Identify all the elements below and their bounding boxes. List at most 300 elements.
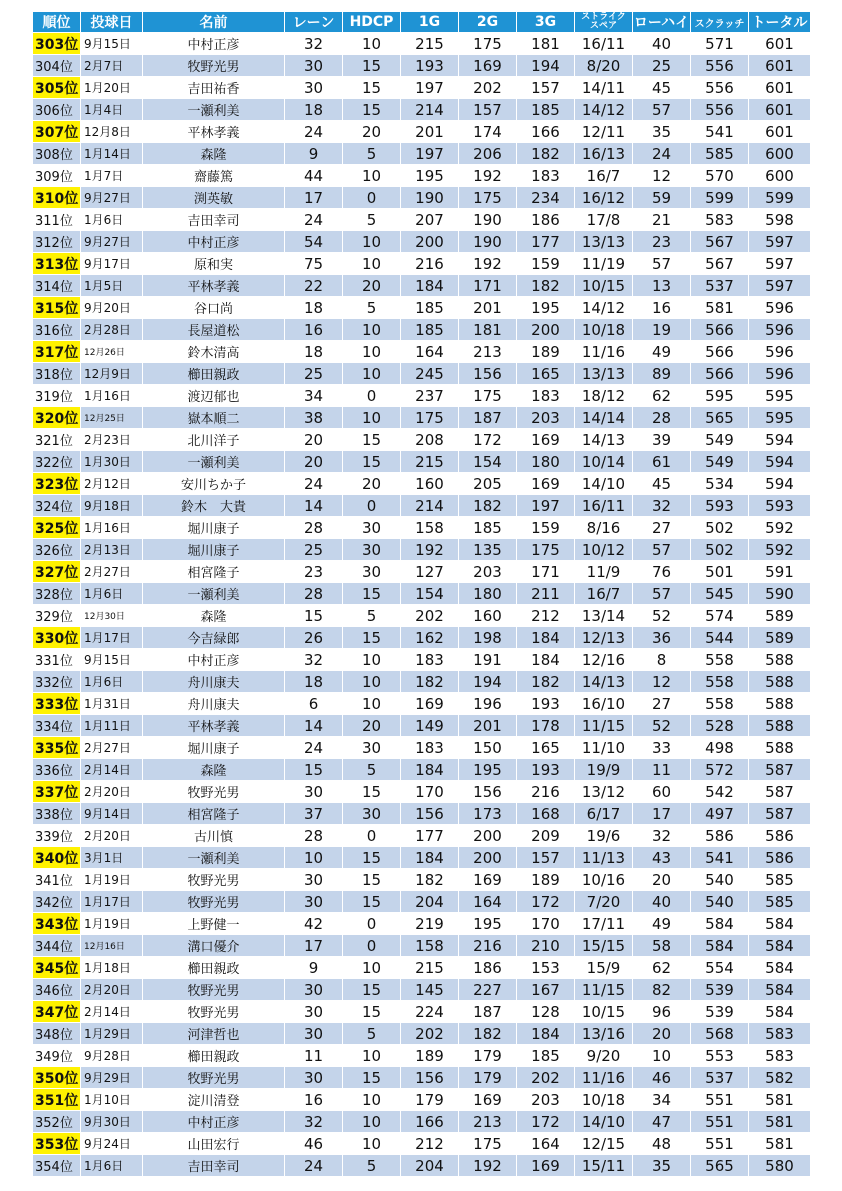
game2-cell: 186: [459, 957, 517, 979]
game2-cell: 180: [459, 583, 517, 605]
hdcp-cell: 10: [343, 253, 401, 275]
total-cell: 600: [749, 165, 811, 187]
date-cell: 9月24日: [81, 1133, 143, 1155]
name-cell: 森隆: [143, 759, 285, 781]
game3-cell: 212: [517, 605, 575, 627]
game3-cell: 185: [517, 1045, 575, 1067]
game1-cell: 189: [401, 1045, 459, 1067]
game2-cell: 200: [459, 825, 517, 847]
strike-spare-cell: 11/16: [575, 1067, 633, 1089]
name-cell: 古川慎: [143, 825, 285, 847]
game2-cell: 169: [459, 869, 517, 891]
lane-cell: 24: [285, 121, 343, 143]
game1-cell: 214: [401, 495, 459, 517]
total-cell: 601: [749, 99, 811, 121]
lowhigh-cell: 12: [633, 165, 691, 187]
game3-cell: 200: [517, 319, 575, 341]
total-cell: 597: [749, 253, 811, 275]
strike-spare-cell: 11/19: [575, 253, 633, 275]
game2-cell: 191: [459, 649, 517, 671]
lowhigh-cell: 76: [633, 561, 691, 583]
scratch-cell: 556: [691, 55, 749, 77]
game2-cell: 160: [459, 605, 517, 627]
hdcp-cell: 5: [343, 209, 401, 231]
header-game2: 2G: [459, 12, 517, 33]
scratch-cell: 566: [691, 341, 749, 363]
table-row: [33, 495, 811, 517]
table-row: [33, 1133, 811, 1155]
name-cell: 吉田幸司: [143, 1155, 285, 1177]
name-cell: 相宮隆子: [143, 561, 285, 583]
rank-cell: 318位: [33, 363, 81, 385]
total-cell: 581: [749, 1133, 811, 1155]
lowhigh-cell: 46: [633, 1067, 691, 1089]
game3-cell: 164: [517, 1133, 575, 1155]
total-cell: 599: [749, 187, 811, 209]
table-row: [33, 55, 811, 77]
game3-cell: 172: [517, 891, 575, 913]
date-cell: 1月4日: [81, 99, 143, 121]
game2-cell: 196: [459, 693, 517, 715]
date-cell: 12月9日: [81, 363, 143, 385]
date-cell: 1月6日: [81, 209, 143, 231]
name-cell: 吉田祐香: [143, 77, 285, 99]
game2-cell: 175: [459, 33, 517, 55]
scratch-cell: 558: [691, 693, 749, 715]
game2-cell: 202: [459, 77, 517, 99]
rank-cell: 347位: [33, 1001, 81, 1023]
rank-cell: 325位: [33, 517, 81, 539]
game3-cell: 209: [517, 825, 575, 847]
total-cell: 585: [749, 891, 811, 913]
hdcp-cell: 5: [343, 759, 401, 781]
rank-cell: 330位: [33, 627, 81, 649]
hdcp-cell: 10: [343, 341, 401, 363]
lowhigh-cell: 82: [633, 979, 691, 1001]
scratch-cell: 593: [691, 495, 749, 517]
hdcp-cell: 0: [343, 187, 401, 209]
total-cell: 588: [749, 671, 811, 693]
rank-cell: 309位: [33, 165, 81, 187]
hdcp-cell: 0: [343, 935, 401, 957]
header-lane: レーン: [285, 12, 343, 33]
total-cell: 600: [749, 143, 811, 165]
lowhigh-cell: 8: [633, 649, 691, 671]
name-cell: 櫛田親政: [143, 363, 285, 385]
total-cell: 596: [749, 341, 811, 363]
lane-cell: 30: [285, 1023, 343, 1045]
table-row: [33, 671, 811, 693]
total-cell: 588: [749, 737, 811, 759]
strike-spare-cell: 11/16: [575, 341, 633, 363]
scratch-cell: 540: [691, 869, 749, 891]
lane-cell: 37: [285, 803, 343, 825]
table-row: [33, 99, 811, 121]
table-row: [33, 737, 811, 759]
game3-cell: 169: [517, 473, 575, 495]
name-cell: 堀川康子: [143, 517, 285, 539]
table-row: [33, 143, 811, 165]
strike-spare-cell: 17/8: [575, 209, 633, 231]
game3-cell: 175: [517, 539, 575, 561]
total-cell: 594: [749, 429, 811, 451]
hdcp-cell: 20: [343, 473, 401, 495]
strike-spare-cell: 12/13: [575, 627, 633, 649]
table-row: [33, 1111, 811, 1133]
table-row: [33, 649, 811, 671]
game3-cell: 202: [517, 1067, 575, 1089]
strike-spare-cell: 7/20: [575, 891, 633, 913]
hdcp-cell: 10: [343, 671, 401, 693]
hdcp-cell: 10: [343, 1111, 401, 1133]
table-row: [33, 473, 811, 495]
game1-cell: 154: [401, 583, 459, 605]
strike-spare-cell: 16/11: [575, 33, 633, 55]
date-cell: 1月11日: [81, 715, 143, 737]
hdcp-cell: 5: [343, 605, 401, 627]
date-cell: 1月6日: [81, 583, 143, 605]
rank-cell: 344位: [33, 935, 81, 957]
game1-cell: 158: [401, 935, 459, 957]
date-cell: 1月19日: [81, 913, 143, 935]
hdcp-cell: 10: [343, 33, 401, 55]
lowhigh-cell: 21: [633, 209, 691, 231]
name-cell: 嶽本順二: [143, 407, 285, 429]
rank-cell: 338位: [33, 803, 81, 825]
name-cell: 安川ちか子: [143, 473, 285, 495]
scratch-cell: 586: [691, 825, 749, 847]
table-row: [33, 319, 811, 341]
rank-cell: 304位: [33, 55, 81, 77]
table-row: [33, 957, 811, 979]
table-row: [33, 1067, 811, 1089]
rank-cell: 351位: [33, 1089, 81, 1111]
game2-cell: 156: [459, 363, 517, 385]
rank-cell: 335位: [33, 737, 81, 759]
lowhigh-cell: 20: [633, 869, 691, 891]
strike-spare-cell: 10/15: [575, 1001, 633, 1023]
strike-spare-cell: 13/12: [575, 781, 633, 803]
table-row: [33, 803, 811, 825]
game3-cell: 183: [517, 385, 575, 407]
game2-cell: 187: [459, 1001, 517, 1023]
lane-cell: 24: [285, 1155, 343, 1177]
game3-cell: 189: [517, 341, 575, 363]
lowhigh-cell: 23: [633, 231, 691, 253]
game1-cell: 185: [401, 297, 459, 319]
total-cell: 596: [749, 319, 811, 341]
rank-cell: 339位: [33, 825, 81, 847]
game3-cell: 153: [517, 957, 575, 979]
scratch-cell: 565: [691, 1155, 749, 1177]
game1-cell: 216: [401, 253, 459, 275]
game1-cell: 177: [401, 825, 459, 847]
game2-cell: 192: [459, 165, 517, 187]
scratch-cell: 585: [691, 143, 749, 165]
strike-spare-cell: 11/15: [575, 979, 633, 1001]
scratch-cell: 581: [691, 297, 749, 319]
rank-cell: 313位: [33, 253, 81, 275]
lowhigh-cell: 32: [633, 495, 691, 517]
game2-cell: 156: [459, 781, 517, 803]
strike-spare-cell: 8/16: [575, 517, 633, 539]
lowhigh-cell: 43: [633, 847, 691, 869]
table-row: [33, 165, 811, 187]
game1-cell: 160: [401, 473, 459, 495]
lowhigh-cell: 59: [633, 187, 691, 209]
lane-cell: 22: [285, 275, 343, 297]
date-cell: 1月20日: [81, 77, 143, 99]
rank-cell: 334位: [33, 715, 81, 737]
game1-cell: 202: [401, 605, 459, 627]
game3-cell: 216: [517, 781, 575, 803]
table-row: [33, 693, 811, 715]
table-row: [33, 759, 811, 781]
lane-cell: 54: [285, 231, 343, 253]
game3-cell: 159: [517, 253, 575, 275]
lane-cell: 18: [285, 297, 343, 319]
scratch-cell: 599: [691, 187, 749, 209]
date-cell: 12月8日: [81, 121, 143, 143]
header-name: 名前: [143, 12, 285, 33]
lowhigh-cell: 57: [633, 583, 691, 605]
game2-cell: 203: [459, 561, 517, 583]
header-spare: スペア: [589, 21, 617, 31]
hdcp-cell: 5: [343, 297, 401, 319]
hdcp-cell: 15: [343, 869, 401, 891]
game2-cell: 150: [459, 737, 517, 759]
game3-cell: 177: [517, 231, 575, 253]
game2-cell: 175: [459, 385, 517, 407]
strike-spare-cell: 11/10: [575, 737, 633, 759]
hdcp-cell: 10: [343, 319, 401, 341]
game1-cell: 166: [401, 1111, 459, 1133]
game3-cell: 189: [517, 869, 575, 891]
scratch-cell: 501: [691, 561, 749, 583]
name-cell: 原和実: [143, 253, 285, 275]
game2-cell: 164: [459, 891, 517, 913]
rank-cell: 306位: [33, 99, 81, 121]
strike-spare-cell: 14/10: [575, 473, 633, 495]
lane-cell: 20: [285, 429, 343, 451]
lowhigh-cell: 10: [633, 1045, 691, 1067]
name-cell: 長屋道松: [143, 319, 285, 341]
game3-cell: 180: [517, 451, 575, 473]
date-cell: 12月26日: [81, 341, 143, 363]
game2-cell: 154: [459, 451, 517, 473]
lane-cell: 32: [285, 649, 343, 671]
table-row: [33, 891, 811, 913]
table-row: [33, 715, 811, 737]
name-cell: 森隆: [143, 143, 285, 165]
hdcp-cell: 5: [343, 1155, 401, 1177]
strike-spare-cell: 15/9: [575, 957, 633, 979]
hdcp-cell: 30: [343, 539, 401, 561]
date-cell: 9月30日: [81, 1111, 143, 1133]
game1-cell: 215: [401, 451, 459, 473]
lane-cell: 34: [285, 385, 343, 407]
scratch-cell: 542: [691, 781, 749, 803]
table-row: [33, 33, 811, 55]
lowhigh-cell: 36: [633, 627, 691, 649]
hdcp-cell: 10: [343, 231, 401, 253]
rank-cell: 320位: [33, 407, 81, 429]
name-cell: 一瀬利美: [143, 451, 285, 473]
table-row: [33, 583, 811, 605]
hdcp-cell: 15: [343, 77, 401, 99]
game2-cell: 205: [459, 473, 517, 495]
date-cell: 9月15日: [81, 33, 143, 55]
rank-cell: 354位: [33, 1155, 81, 1177]
total-cell: 581: [749, 1111, 811, 1133]
name-cell: 堀川康子: [143, 539, 285, 561]
lane-cell: 28: [285, 825, 343, 847]
game2-cell: 190: [459, 231, 517, 253]
header-scratch: スクラッチ: [691, 12, 749, 33]
strike-spare-cell: 14/14: [575, 407, 633, 429]
lane-cell: 32: [285, 1111, 343, 1133]
hdcp-cell: 15: [343, 627, 401, 649]
game3-cell: 203: [517, 1089, 575, 1111]
game3-cell: 169: [517, 1155, 575, 1177]
total-cell: 593: [749, 495, 811, 517]
game3-cell: 182: [517, 671, 575, 693]
game1-cell: 202: [401, 1023, 459, 1045]
game2-cell: 171: [459, 275, 517, 297]
scratch-cell: 549: [691, 429, 749, 451]
game2-cell: 174: [459, 121, 517, 143]
table-row: [33, 407, 811, 429]
total-cell: 587: [749, 759, 811, 781]
rank-cell: 333位: [33, 693, 81, 715]
game2-cell: 169: [459, 55, 517, 77]
date-cell: 2月7日: [81, 55, 143, 77]
game1-cell: 183: [401, 737, 459, 759]
scratch-cell: 502: [691, 517, 749, 539]
game1-cell: 164: [401, 341, 459, 363]
scratch-cell: 551: [691, 1089, 749, 1111]
hdcp-cell: 15: [343, 55, 401, 77]
strike-spare-cell: 19/9: [575, 759, 633, 781]
scratch-cell: 540: [691, 891, 749, 913]
game2-cell: 194: [459, 671, 517, 693]
hdcp-cell: 30: [343, 561, 401, 583]
game1-cell: 192: [401, 539, 459, 561]
strike-spare-cell: 16/10: [575, 693, 633, 715]
game3-cell: 159: [517, 517, 575, 539]
strike-spare-cell: 12/16: [575, 649, 633, 671]
lane-cell: 30: [285, 1067, 343, 1089]
game3-cell: 184: [517, 1023, 575, 1045]
date-cell: 2月28日: [81, 319, 143, 341]
game2-cell: 200: [459, 847, 517, 869]
table-row: [33, 627, 811, 649]
scratch-cell: 558: [691, 649, 749, 671]
lane-cell: 32: [285, 33, 343, 55]
strike-spare-cell: 10/12: [575, 539, 633, 561]
lane-cell: 9: [285, 143, 343, 165]
date-cell: 1月5日: [81, 275, 143, 297]
game3-cell: 168: [517, 803, 575, 825]
hdcp-cell: 15: [343, 429, 401, 451]
scratch-cell: 584: [691, 913, 749, 935]
lane-cell: 42: [285, 913, 343, 935]
lane-cell: 23: [285, 561, 343, 583]
lane-cell: 30: [285, 979, 343, 1001]
lane-cell: 9: [285, 957, 343, 979]
scratch-cell: 584: [691, 935, 749, 957]
rank-cell: 319位: [33, 385, 81, 407]
total-cell: 584: [749, 913, 811, 935]
rank-cell: 315位: [33, 297, 81, 319]
date-cell: 9月27日: [81, 231, 143, 253]
lane-cell: 75: [285, 253, 343, 275]
date-cell: 3月1日: [81, 847, 143, 869]
game2-cell: 216: [459, 935, 517, 957]
date-cell: 1月17日: [81, 891, 143, 913]
lowhigh-cell: 16: [633, 297, 691, 319]
header-strike: ストライク: [581, 12, 626, 22]
strike-spare-cell: 11/15: [575, 715, 633, 737]
game1-cell: 201: [401, 121, 459, 143]
scratch-cell: 551: [691, 1111, 749, 1133]
scratch-cell: 534: [691, 473, 749, 495]
game2-cell: 187: [459, 407, 517, 429]
date-cell: 2月14日: [81, 759, 143, 781]
game2-cell: 175: [459, 1133, 517, 1155]
table-row: [33, 1001, 811, 1023]
game3-cell: 182: [517, 143, 575, 165]
lowhigh-cell: 32: [633, 825, 691, 847]
game2-cell: 179: [459, 1067, 517, 1089]
name-cell: 平林孝義: [143, 121, 285, 143]
hdcp-cell: 10: [343, 1133, 401, 1155]
table-row: [33, 275, 811, 297]
total-cell: 597: [749, 275, 811, 297]
date-cell: 1月16日: [81, 517, 143, 539]
lowhigh-cell: 13: [633, 275, 691, 297]
date-cell: 1月7日: [81, 165, 143, 187]
lowhigh-cell: 33: [633, 737, 691, 759]
table-row: [33, 781, 811, 803]
date-cell: 1月19日: [81, 869, 143, 891]
rank-cell: 349位: [33, 1045, 81, 1067]
name-cell: 鈴木 大貴: [143, 495, 285, 517]
lowhigh-cell: 34: [633, 1089, 691, 1111]
game2-cell: 185: [459, 517, 517, 539]
name-cell: 牧野光男: [143, 55, 285, 77]
rank-cell: 317位: [33, 341, 81, 363]
hdcp-cell: 15: [343, 891, 401, 913]
date-cell: 2月23日: [81, 429, 143, 451]
game3-cell: 169: [517, 429, 575, 451]
game1-cell: 149: [401, 715, 459, 737]
strike-spare-cell: 14/12: [575, 99, 633, 121]
total-cell: 594: [749, 451, 811, 473]
rank-cell: 303位: [33, 33, 81, 55]
table-row: [33, 825, 811, 847]
game3-cell: 170: [517, 913, 575, 935]
hdcp-cell: 15: [343, 1001, 401, 1023]
table-row: [33, 363, 811, 385]
rank-cell: 352位: [33, 1111, 81, 1133]
date-cell: 12月30日: [81, 605, 143, 627]
lane-cell: 25: [285, 539, 343, 561]
hdcp-cell: 15: [343, 847, 401, 869]
lane-cell: 28: [285, 517, 343, 539]
hdcp-cell: 15: [343, 451, 401, 473]
date-cell: 1月17日: [81, 627, 143, 649]
